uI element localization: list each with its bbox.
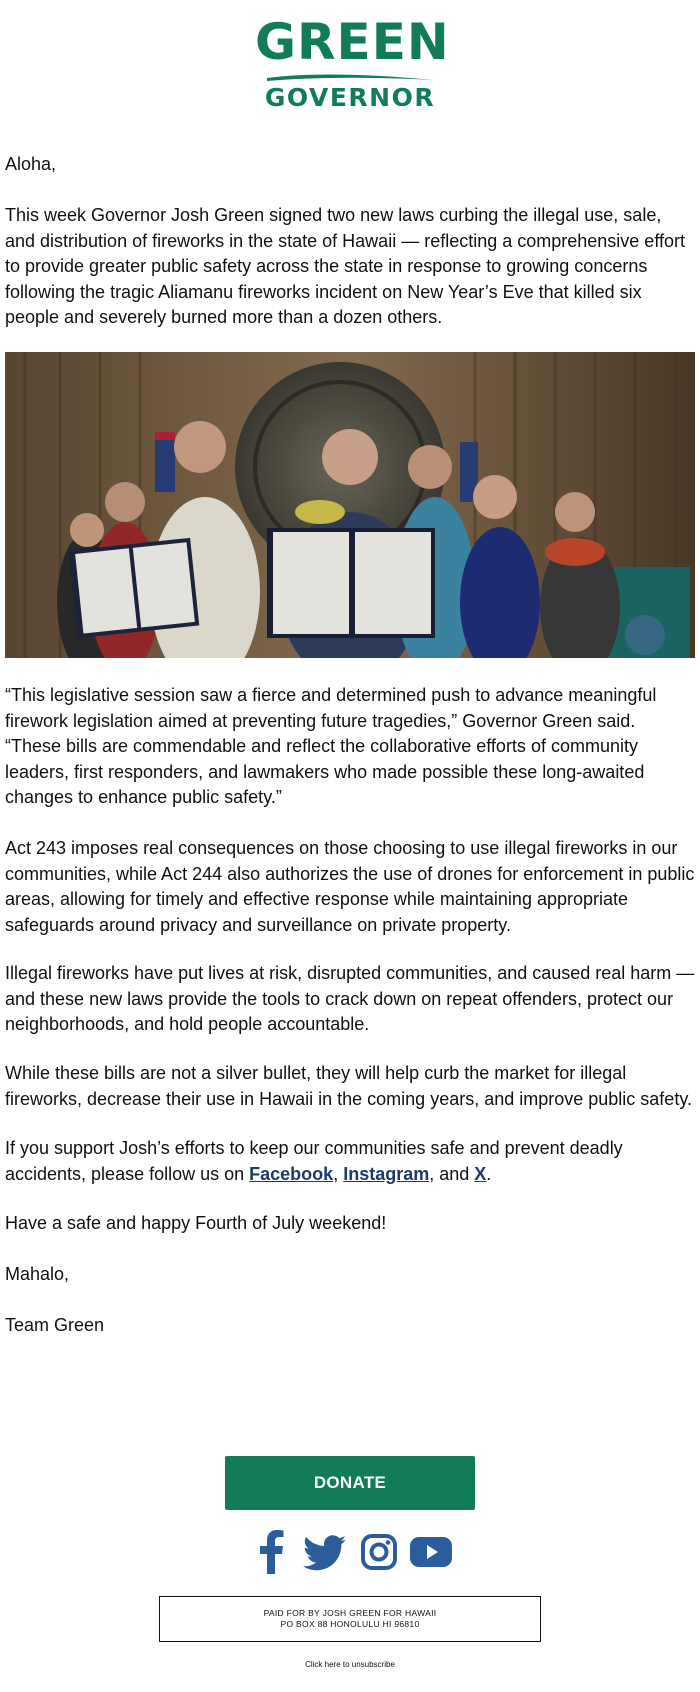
instagram-link[interactable]: Instagram <box>343 1163 430 1184</box>
paragraph-follow-us <box>5 1136 695 1187</box>
paragraph-acts: Act 243 imposes real consequences on those choosing to use illegal fireworks in our communities, while Act 244 also authorizes the use of drones for enforcement in public areas, allowing for timely and effective response while maintaining appropriate safeguards around privacy and surveillance on private property. <box>5 838 695 935</box>
youtube-icon[interactable] <box>409 1530 453 1574</box>
separator: , and <box>429 1163 475 1184</box>
donate-button[interactable]: DONATE <box>225 1456 475 1510</box>
paragraph-quote: “This legislative session saw a fierce and determined push to advance meaningful firework legislation aimed at preventing future tragedies,” Governor Green said. “These bills are commendable and reflect the collaborative efforts of community leaders, first responders, and lawmakers who made possible these long-awaited changes to enhance public safety.” <box>5 685 657 807</box>
paid-for-line2: PO BOX 88 HONOLULU HI 96810 <box>280 1619 420 1629</box>
bill-signing-photo <box>5 352 695 658</box>
unsubscribe-link[interactable]: Click here to unsubscribe <box>305 1660 395 1669</box>
period: . <box>486 1163 492 1184</box>
x-link[interactable]: X <box>474 1163 487 1184</box>
separator: , <box>333 1163 344 1184</box>
paragraph-fourth-of-july: Have a safe and happy Fourth of July weekend! <box>5 1213 387 1233</box>
green-governor-logo[interactable] <box>255 13 450 112</box>
paid-for-line1: PAID FOR BY JOSH GREEN FOR HAWAII <box>263 1608 437 1618</box>
paragraph-intro: This week Governor Josh Green signed two new laws curbing the illegal use, sale, and distribution of fireworks in the state of Hawaii — reflecting a comprehensive effort to provide greater public safety across the state in response to growing concerns following the tragic Aliamanu fireworks incident on New Year’s Eve that killed six people and severely burned more than a dozen others. <box>5 205 686 327</box>
signoff-name: Team Green <box>5 1315 105 1335</box>
paragraph-illegal-fireworks: Illegal fireworks have put lives at risk, disrupted communities, and caused real harm — and these new laws provide the tools to crack down on repeat offenders, protect our neighborhoods, and hold people accountable. <box>5 963 695 1034</box>
logo-text-governor: GOVERNOR <box>264 83 436 112</box>
logo-text-green: GREEN <box>255 13 450 71</box>
paragraph-silver-bullet: While these bills are not a silver bullet, they will help curb the market for illegal fireworks, decrease their use in Hawaii in the coming years, and improve public safety. <box>5 1063 692 1109</box>
instagram-icon[interactable] <box>361 1530 397 1574</box>
follow-text: If you support Josh’s efforts to keep our communities safe and prevent deadly accidents, please follow us on <box>5 1138 623 1184</box>
facebook-link[interactable]: Facebook <box>249 1163 334 1184</box>
paid-for-disclaimer <box>159 1596 541 1642</box>
greeting: Aloha, <box>5 154 57 174</box>
signoff-closing: Mahalo, <box>5 1264 70 1284</box>
twitter-icon[interactable] <box>303 1530 347 1574</box>
facebook-icon[interactable] <box>253 1530 289 1574</box>
